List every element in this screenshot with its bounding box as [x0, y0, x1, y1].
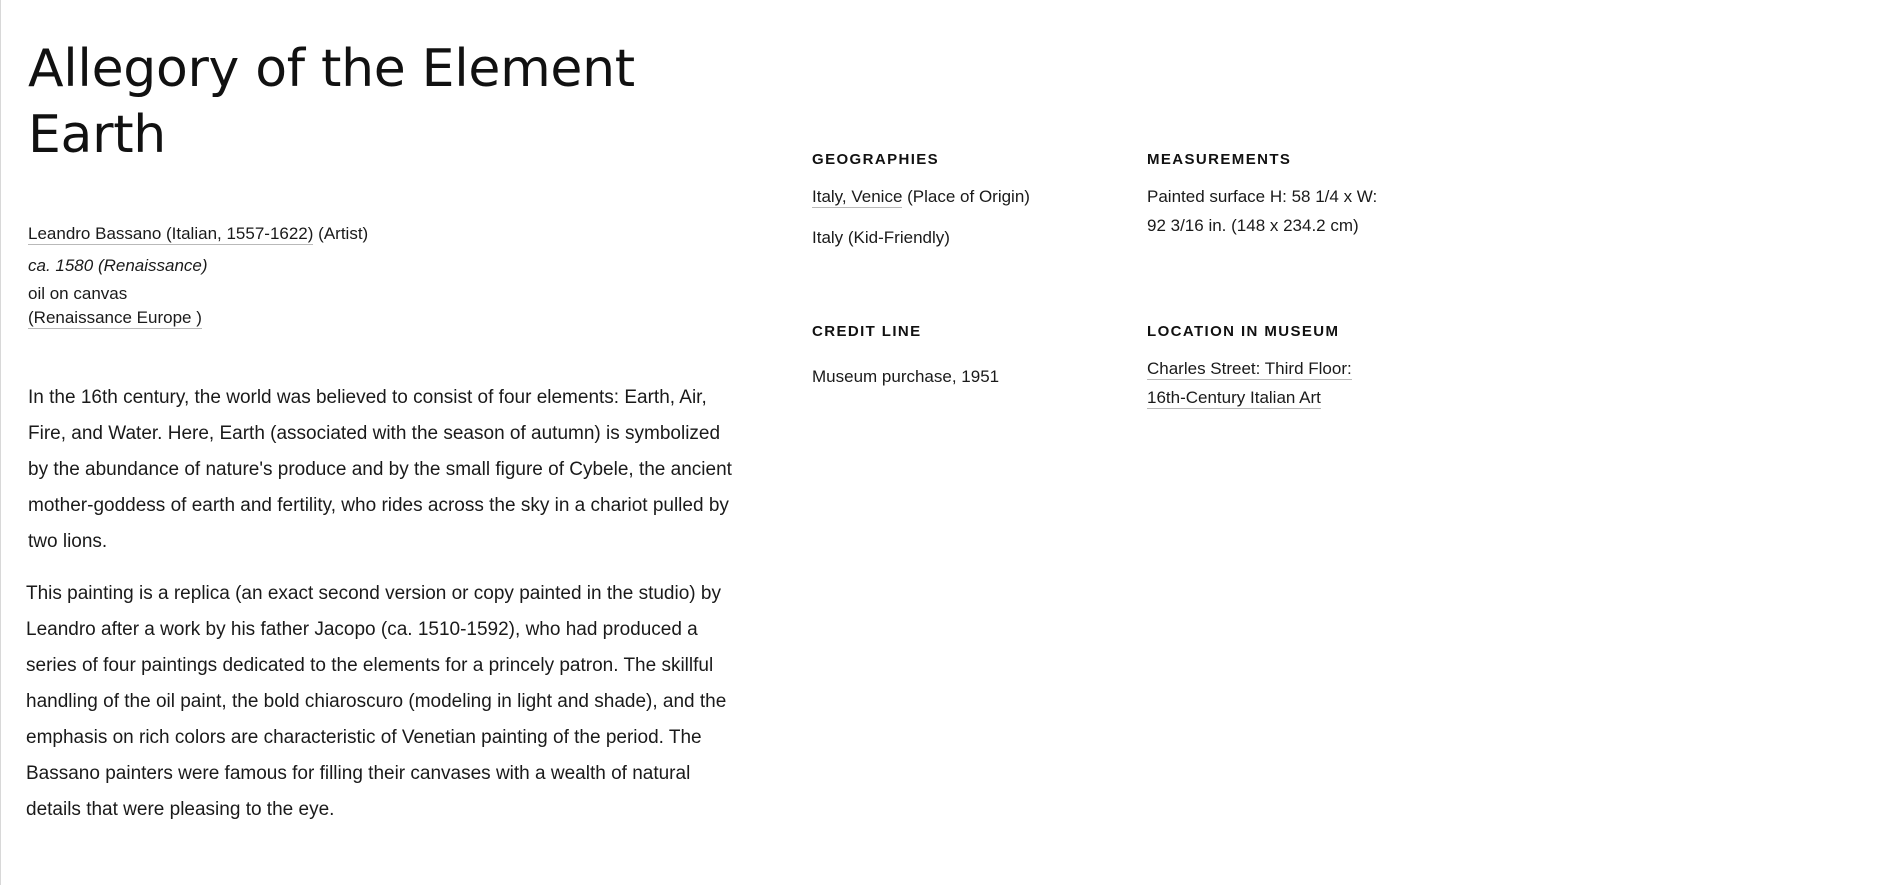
credit-line-label: CREDIT LINE [812, 323, 922, 340]
location-gallery-link[interactable]: 16th-Century Italian Art [1147, 388, 1321, 407]
measurements-value [1147, 182, 1437, 240]
collection-link[interactable]: (Renaissance Europe ) [28, 308, 202, 327]
geography-venice-link[interactable]: Italy, Venice [812, 187, 903, 206]
artist-role: (Artist) [318, 224, 369, 243]
description-paragraph-2: This painting is a replica (an exact second version or copy painted in the studio) by Leandro after a work by his father Jacopo (ca. 1510-1592), who had produced a series of four paintings dedicated to the elements for a princely patron. The skillful handling of the oil paint, the bold chiaroscuro (modeling in light and shade), and the emphasis on rich colors are characteristic of Venetian painting of the period. The Bassano painters were famous for filling their canvases with a wealth of natural details that were pleasing to the eye. [26, 583, 727, 820]
artwork-medium: oil on canvas [28, 284, 128, 303]
description-paragraph-1: In the 16th century, the world was believed to consist of four elements: Earth, Air, Fire, and Water. Here, Earth (associated with the season of autumn) is symbolized by the abundance of nature's produce and by the small figure of Cybele, the ancient mother-goddess of earth and fertility, who rides across the sky in a chariot pulled by two lions. [28, 387, 732, 552]
measurements-line-2: 92 3/16 in. (148 x 234.2 cm) [1147, 216, 1359, 235]
collection-row [28, 306, 738, 330]
location-floor-link[interactable]: Charles Street: Third Floor: [1147, 359, 1352, 378]
geographies-values [812, 182, 1112, 252]
measurements-line-1: Painted surface H: 58 1/4 x W: [1147, 187, 1378, 206]
geography-item-1-suffix: (Place of Origin) [902, 187, 1030, 206]
location-label: LOCATION IN MUSEUM [1147, 323, 1340, 340]
geographies-section [812, 150, 1112, 322]
location-value [1147, 354, 1437, 412]
page-left-border [0, 0, 1, 885]
geographies-label: GEOGRAPHIES [812, 151, 940, 168]
info-column-left [812, 150, 1112, 494]
location-line-1 [1147, 354, 1437, 383]
credit-line-section [812, 322, 1112, 494]
location-section [1147, 322, 1437, 494]
geography-item-2: Italy (Kid-Friendly) [812, 228, 950, 247]
artist-row [28, 218, 738, 250]
measurements-label: MEASUREMENTS [1147, 151, 1292, 168]
artist-link[interactable]: Leandro Bassano (Italian, 1557-1622) [28, 224, 314, 243]
artwork-description [28, 380, 738, 828]
artwork-main-column [28, 36, 738, 844]
location-line-2 [1147, 383, 1437, 412]
measurements-section [1147, 150, 1437, 322]
geography-item-1 [812, 182, 1112, 211]
info-column-right [1147, 150, 1437, 494]
artwork-meta [28, 218, 738, 330]
credit-line-value: Museum purchase, 1951 [812, 367, 1000, 386]
artwork-title: Allegory of the Element Earth [28, 39, 635, 165]
artwork-date: ca. 1580 (Renaissance) [28, 256, 208, 275]
